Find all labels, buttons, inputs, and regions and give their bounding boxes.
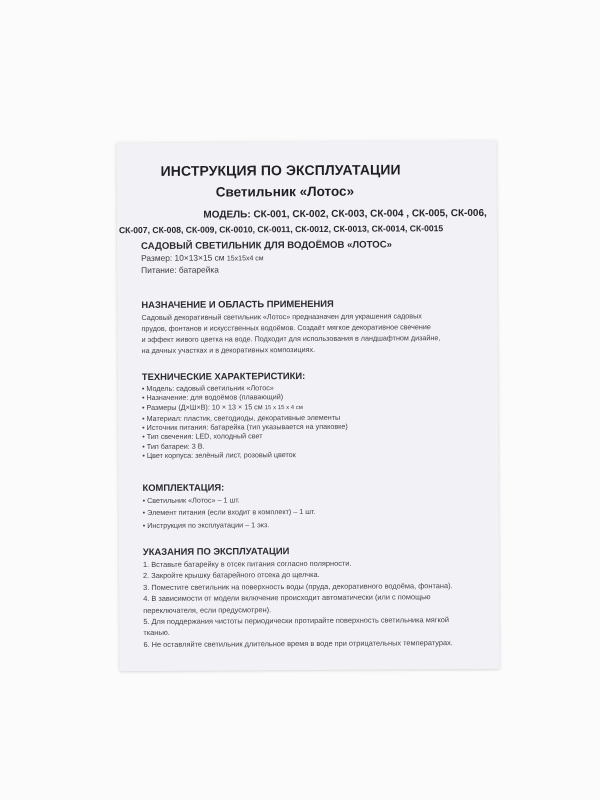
specs-heading: ТЕХНИЧЕСКИЕ ХАРАКТЕРИСТИКИ: [141,370,306,383]
spec-item-text: • Материал: пластик, светодиоды, декоративные элементы [142,412,341,423]
kit-list [143,494,316,532]
model-list-line-2: СК-007, СК-008, СК-009, СК-0010, СК-0011, СК-0012, СК-0013, СК-0014, СК-0015 [118,223,444,236]
purpose-section [141,297,440,356]
usage-step: 3. Поместите светильник на поверхность воды (пруда, декоративного водоёма, фонтана). [143,580,453,592]
purpose-line: на дачных участках и в декоративных композициях. [141,344,316,356]
purpose-heading: НАЗНАЧЕНИЕ И ОБЛАСТЬ ПРИМЕНЕНИЯ [141,297,334,311]
usage-step: 4. В зависимости от модели включение происходит автоматически (или с помощью [143,592,431,604]
usage-steps [143,557,453,650]
specs-section [142,370,348,461]
spec-item-text: • Цвет корпуса: зелёный лист, розовый цветок [142,450,296,461]
kit-section [142,481,315,532]
usage-step: 6. Не оставляйте светильник длительное время в воде при отрицательных температурах. [143,637,453,649]
kit-item: • Инструкция по эксплуатации – 1 экз. [142,520,270,530]
purpose-line: и эффект живого цветка на воде. Подходит для использования в ландшафтном дизайне, [141,333,441,345]
usage-step: тканью. [143,628,170,638]
instruction-sheet [116,141,499,671]
usage-step: 1. Вставьте батарейку в отсек питания согласно полярности. [142,558,352,570]
usage-heading: УКАЗАНИЯ ПО ЭКСПЛУАТАЦИИ [142,545,290,558]
model-list-line-1: МОДЕЛЬ: СК-001, СК-002, СК-003, СК-004 , СК-005, СК-006, [203,207,487,221]
product-power: Питание: батарейка [141,264,219,276]
document-subtitle: Светильник «Лотос» [215,183,355,200]
spec-item-text: • Размеры (Д×Ш×В): 10 × 13 × 15 см [141,401,263,412]
usage-step: переключателя, если предусмотрен). [143,604,272,615]
spec-item-text: • Тип батареи: 3 В. [142,441,205,451]
kit-item: • Светильник «Лотос» – 1 шт. [142,495,240,506]
spec-item-text: • Источник питания: батарейка (тип указывается на упаковке) [142,421,348,433]
purpose-line: прудов, фонтанов и искусственных водоёмов. Создаёт мягкое декоративное свечение [141,322,431,334]
product-heading: САДОВЫЙ СВЕТИЛЬНИК ДЛЯ ВОДОЁМОВ «ЛОТОС» [140,239,392,253]
product-size-small: 15х15х4 см [226,255,264,263]
spec-item [142,450,348,461]
spec-item-small: 15 х 15 х 4 см [264,404,303,411]
product-size [141,252,264,263]
usage-step: 5. Для поддержания чистоты периодически протирайте поверхность светильника мягкой [143,615,450,627]
purpose-text [141,310,440,356]
usage-section [143,544,453,650]
document-title: ИНСТРУКЦИЯ ПО ЭКСПЛУАТАЦИИ [160,161,401,179]
specs-list [142,383,348,461]
purpose-line: Садовый декоративный светильник «Лотос» предназначен для украшения садовых [141,311,422,323]
product-size-label: Размер: 10×13×15 см [141,252,225,264]
kit-item: • Элемент питания (если входит в комплект) – 1 шт. [142,507,316,518]
spec-item-text: • Модель: садовый светильник «Лотос» [141,383,274,394]
kit-heading: КОМПЛЕКТАЦИЯ: [142,481,225,494]
usage-step: 2. Закройте крышку батарейного отсека до щелчка. [143,570,320,581]
spec-item-text: • Тип свечения: LED, холодный свет [142,431,263,442]
spec-item-text: • Назначение: для водоёмов (плавающий) [141,392,284,403]
